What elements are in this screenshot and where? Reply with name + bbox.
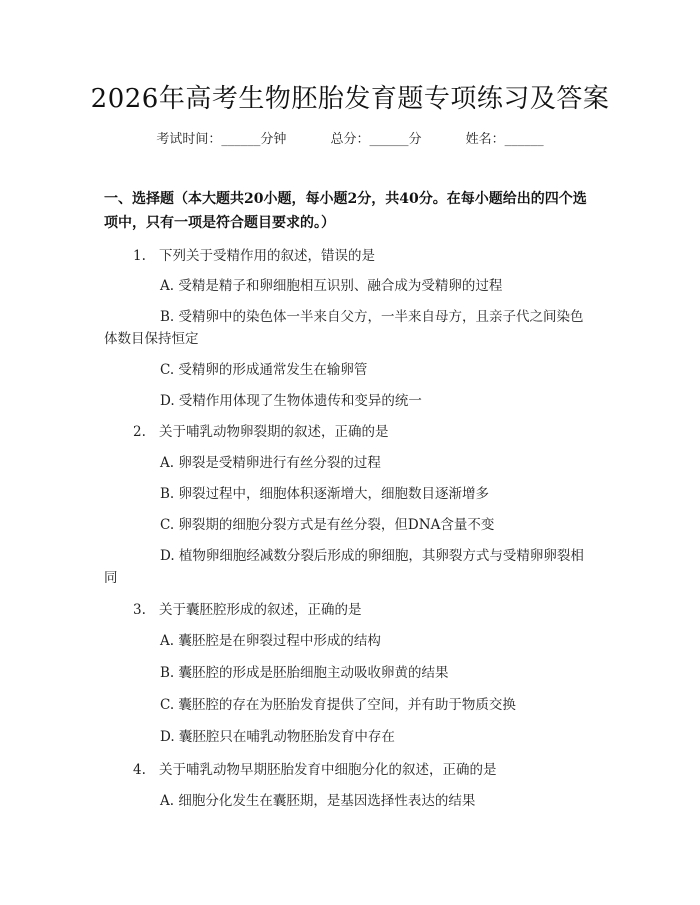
option-2b: B. 卵裂过程中，细胞体积逐渐增大，细胞数目逐渐增多 — [160, 486, 490, 502]
option-3b: B. 囊胚腔的形成是胚胎细胞主动吸收卵黄的结果 — [160, 665, 449, 681]
name-field: 姓名：______ — [465, 132, 544, 147]
option-4a: A. 细胞分化发生在囊胚期，是基因选择性表达的结果 — [160, 793, 476, 809]
section-heading: 一、选择题（本大题共20小题，每小题2分，共40分。在每小题给出的四个选项中，只有一项是符合题目要求的。） — [104, 191, 587, 231]
option-1b: B. 受精卵中的染色体一半来自父方，一半来自母方，且亲子代之间染色 — [160, 309, 584, 325]
option-2d-continued: 同 — [104, 570, 118, 586]
question-stem: 关于哺乳动物卵裂期的叙述，正确的是 — [159, 424, 389, 440]
option-3c: C. 囊胚腔的存在为胚胎发育提供了空间，并有助于物质交换 — [160, 697, 516, 713]
question-1 — [133, 246, 375, 266]
option-1c: C. 受精卵的形成通常发生在输卵管 — [160, 362, 368, 378]
question-3 — [133, 600, 362, 620]
option-3a: A. 囊胚腔是在卵裂过程中形成的结构 — [160, 633, 381, 649]
option-2d: D. 植物卵细胞经减数分裂后形成的卵细胞，其卵裂方式与受精卵卵裂相 — [160, 548, 584, 564]
question-stem: 下列关于受精作用的叙述，错误的是 — [159, 248, 375, 264]
option-1d: D. 受精作用体现了生物体遗传和变异的统一 — [160, 393, 422, 409]
question-stem: 关于哺乳动物早期胚胎发育中细胞分化的叙述，正确的是 — [159, 762, 497, 778]
exam-meta — [0, 130, 700, 150]
question-number: 4. — [133, 762, 146, 778]
question-number: 1. — [133, 248, 146, 264]
question-4 — [133, 760, 497, 780]
page-title: 2026年高考生物胚胎发育题专项练习及答案 — [90, 84, 610, 114]
question-2 — [133, 422, 389, 442]
option-1a: A. 受精是精子和卵细胞相互识别、融合成为受精卵的过程 — [160, 278, 503, 294]
option-2c: C. 卵裂期的细胞分裂方式是有丝分裂，但DNA含量不变 — [160, 517, 495, 533]
option-3d: D. 囊胚腔只在哺乳动物胚胎发育中存在 — [160, 729, 395, 745]
question-number: 3. — [133, 602, 146, 618]
score-field: 总分：______分 — [330, 132, 422, 147]
time-field: 考试时间：______分钟 — [156, 132, 287, 147]
question-number: 2. — [133, 424, 146, 440]
option-2a: A. 卵裂是受精卵进行有丝分裂的过程 — [160, 455, 381, 471]
option-1b-continued: 体数目保持恒定 — [104, 331, 199, 347]
question-stem: 关于囊胚腔形成的叙述，正确的是 — [159, 602, 362, 618]
